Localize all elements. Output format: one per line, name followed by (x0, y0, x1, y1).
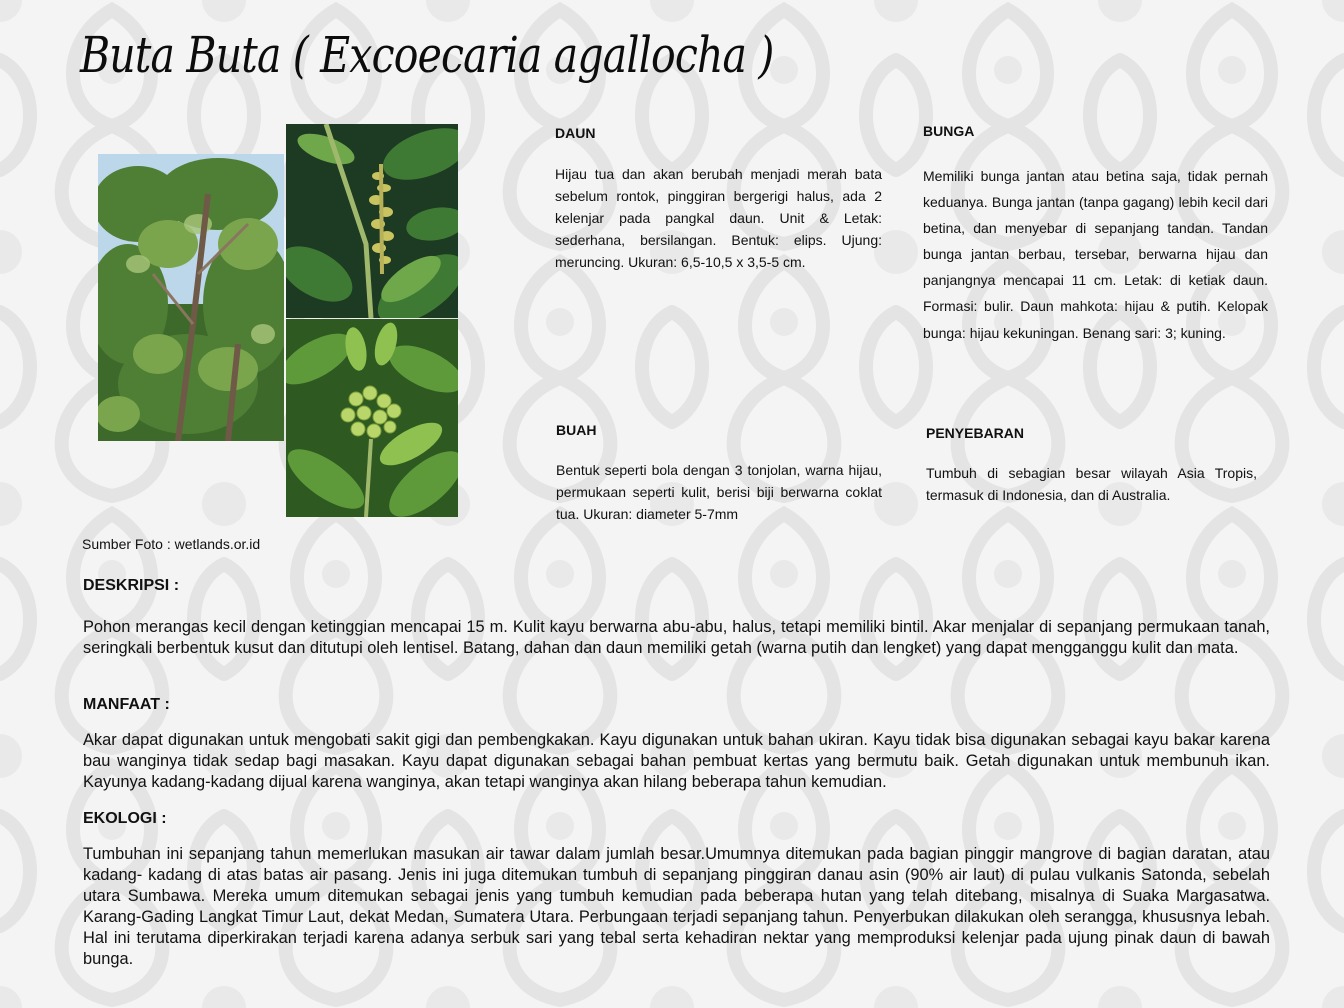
buah-text: Bentuk seperti bola dengan 3 tonjolan, warna hijau, permukaan seperti kulit, berisi biji berwarna coklat tua. Ukuran: diameter 5-7mm (556, 462, 882, 522)
buah-heading: BUAH (556, 422, 597, 438)
tree-photo (98, 154, 284, 441)
fruit-photo (286, 319, 458, 517)
deskripsi-text: Pohon merangas kecil dengan ketinggian mencapai 15 m. Kulit kayu berwarna abu-abu, halus, tetapi memiliki bintil. Akar menjalar di sepanjang permukaan tanah, seringkali berbentuk kusut dan ditutupi oleh lentisel. Batang, dahan dan daun memiliki getah (warna putih dan lengket) yang dapat mengganggu kulit dan mata. (83, 618, 1270, 657)
manfaat-heading: MANFAAT : (83, 696, 170, 713)
photo-credit: Sumber Foto : wetlands.or.id (82, 536, 261, 552)
ekologi-text: Tumbuhan ini sepanjang tahun memerlukan masukan air tawar dalam jumlah besar.Umumnya ditemukan pada bagian pinggir mangrove di bagian daratan, atau kadang- kadang di atas batas air pasang. Jenis ini juga ditemukan tumbuh di sepanjang pinggiran danau asin (90% air laut) di pulau vulkanis Satonda, sebelah utara Sumbawa. Mereka umum ditemukan sebagai jenis yang tumbuh kemudian pada beberapa hutan yang telah ditebang, misalnya di Suaka Margasatwa. Karang-Gading Langkat Timur Laut, dekat Medan, Sumatera Utara. Perbungaan terjadi sepanjang tahun. Penyerbukan dilakukan oleh serangga, khususnya lebah. Hal ini terutama diperkirakan terjadi karena adanya serbuk sari yang tebal serta kehadiran nektar yang memproduksi kelenjar pada ujung pinak daun di bawah bunga. (83, 845, 1270, 968)
bunga-heading: BUNGA (923, 123, 975, 139)
ekologi-heading: EKOLOGI : (83, 810, 167, 827)
daun-heading: DAUN (555, 125, 596, 141)
penyebaran-heading: PENYEBARAN (926, 425, 1025, 441)
flower-spike-photo (286, 124, 458, 318)
daun-text: Hijau tua dan akan berubah menjadi merah bata sebelum rontok, pinggiran bergerigi halus, ada 2 kelenjar pada pangkal daun. Unit & Letak: sederhana, bersilangan. Bentuk: elips. Ujung: meruncing. Ukuran: 6,5-10,5 x 3,5-5 cm. (555, 166, 882, 270)
manfaat-text: Akar dapat digunakan untuk mengobati sakit gigi dan pembengkakan. Kayu digunakan untuk bahan ukiran. Kayu tidak bisa digunakan sebagai kayu bakar karena bau wanginya tidak sedap bagi masakan. Kayu dapat digunakan sebagai bahan pembuat kertas yang bermutu baik. Getah digunakan untuk membunuh ikan. Kayunya kadang-kadang dijual karena wanginya, akan tetapi wanginya akan hilang beberapa tahun kemudian. (83, 731, 1270, 791)
bunga-text: Memiliki bunga jantan atau betina saja, tidak pernah keduanya. Bunga jantan (tanpa gagang) lebih kecil dari betina, dan menyebar di sepanjang tandan. Tandan bunga jantan berbau, tersebar, berwarna hijau dan panjangnya mencapai 11 cm. Letak: di ketiak daun. Formasi: bulir. Daun mahkota: hijau & putih. Kelopak bunga: hijau kekuningan. Benang sari: 3; kuning. (923, 168, 1268, 341)
penyebaran-text: Tumbuh di sebagian besar wilayah Asia Tropis, termasuk di Indonesia, dan di Australia. (926, 465, 1257, 503)
deskripsi-heading: DESKRIPSI : (83, 577, 180, 594)
page-title: Buta Buta ( Excoecaria agallocha ) (80, 26, 774, 84)
